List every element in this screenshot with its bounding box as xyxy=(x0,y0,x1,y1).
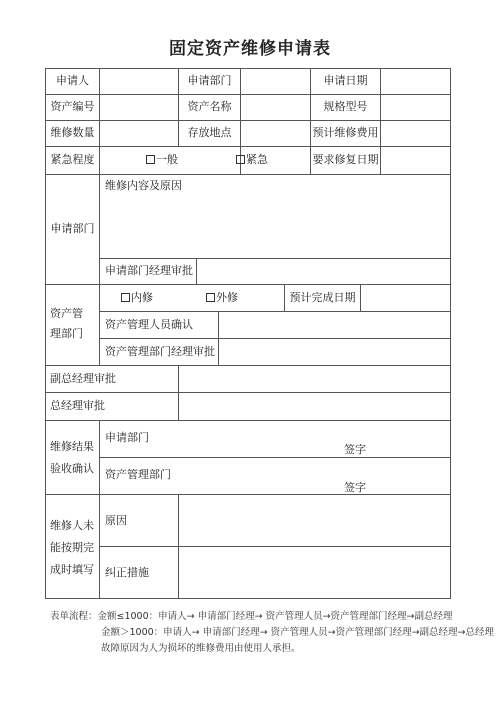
flow-note-line-2: 金额＞1000：申请人→ 申请部门经理→ 资产管理人员→资产管理部门经理→副总经理→总经理 xyxy=(101,627,495,638)
asset-dept-section-label: 资产管理部门 xyxy=(50,307,83,340)
checkbox-icon xyxy=(206,293,215,302)
gm-approval-label: 总经理审批 xyxy=(50,399,105,412)
acceptance-apply-dept-label: 申请部门 xyxy=(105,431,149,444)
urgency-urgent-option[interactable]: 紧急 xyxy=(236,153,268,167)
flow-note-line-1: 表单流程：金额≤1000：申请人→ 申请部门经理→ 资产管理人员→资产管理部门经理→副总经理 xyxy=(50,611,453,622)
checkbox-icon xyxy=(236,155,245,164)
cost-label: 预计维修费用 xyxy=(312,126,379,139)
flow-note-line-3: 故障原因为人为损坏的维修费用由使用人承担。 xyxy=(101,643,301,654)
model-label: 规格型号 xyxy=(323,100,368,113)
due-date-label: 要求修复日期 xyxy=(312,153,379,166)
form-title: 固定资产维修申请表 xyxy=(169,39,331,59)
asset-no-label: 资产编号 xyxy=(50,100,95,113)
asset-manager-approval-label: 资产管理部门经理审批 xyxy=(105,345,215,358)
dept-label: 申请部门 xyxy=(187,74,232,87)
checkbox-icon xyxy=(121,293,130,302)
checkbox-icon xyxy=(146,155,155,164)
overdue-measure-label: 纠正措施 xyxy=(105,566,149,579)
vp-approval-label: 副总经理审批 xyxy=(50,372,116,385)
repair-content-label: 维修内容及原因 xyxy=(105,179,182,192)
applicant-label: 申请人 xyxy=(56,74,89,87)
location-label: 存放地点 xyxy=(187,126,232,139)
overdue-reason-label: 原因 xyxy=(105,514,127,527)
qty-label: 维修数量 xyxy=(50,126,95,139)
asset-name-label: 资产名称 xyxy=(187,100,232,113)
internal-repair-option[interactable]: 内修 xyxy=(121,291,153,305)
acceptance-section-label: 维修结果验收确认 xyxy=(50,440,94,475)
asset-staff-confirm-label: 资产管理人员确认 xyxy=(105,318,193,331)
urgency-label: 紧急程度 xyxy=(50,153,95,166)
apply-manager-approval-label: 申请部门经理审批 xyxy=(105,264,193,277)
overdue-section-label: 维修人未能按期完成时填写 xyxy=(50,519,94,576)
apply-dept-section-label: 申请部门 xyxy=(50,222,95,235)
external-repair-option[interactable]: 外修 xyxy=(206,291,238,305)
acceptance-asset-dept-sign-label: 签字 xyxy=(344,481,366,494)
apply-date-label: 申请日期 xyxy=(323,74,368,87)
finish-date-label: 预计完成日期 xyxy=(289,291,356,304)
acceptance-apply-dept-sign-label: 签字 xyxy=(344,443,366,456)
urgency-normal-option[interactable]: 一般 xyxy=(146,153,178,167)
acceptance-asset-dept-label: 资产管理部门 xyxy=(105,468,171,481)
